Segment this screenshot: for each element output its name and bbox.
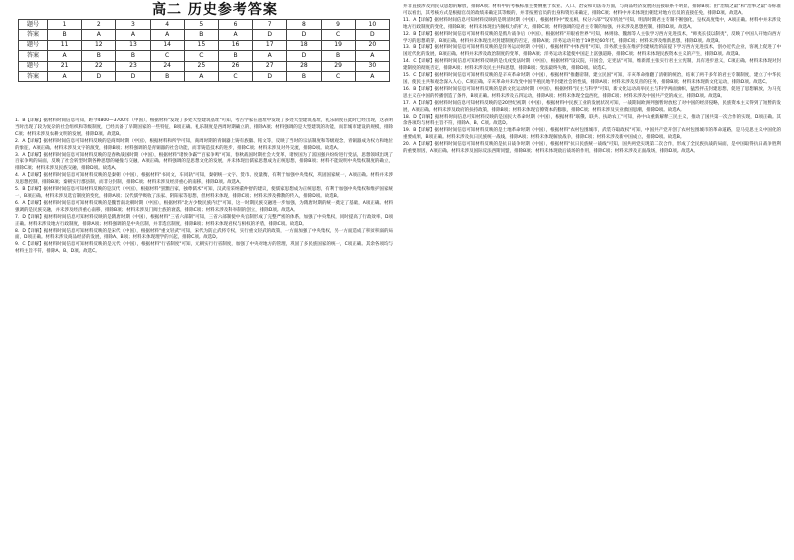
row-label-question: 题号 — [19, 61, 48, 71]
explanations-left-column — [15, 118, 393, 556]
explanation-paragraph: 7．D【详解】据材料时间信息可知材料反映的是隋唐时期（中国），根据材料"三省六部制"可知，三省六部制使中央官制形成了完整严密的体系，加强了中央集权，同时提高了行政效率，D项正确。材料未涉及地方行政制度，排除A项；材料强调的是中央官制，并非选官制度，排除B项；材料未体现君权与相权的矛盾，排除C项。故选D。 — [15, 214, 393, 227]
question-number-cell: 2 — [82, 20, 116, 30]
question-number-cell: 28 — [287, 61, 321, 71]
explanation-paragraph: 并非直接涉及到民众思想的解放，排除A项；材料中的考核标准主要侧重于农业、人口、治安和司法等方面，与商品经济发展的直接联系不明显，排除B项；由"治绩之最"和"治事之最"等标准可以看出，其考核方式是根据官员的政绩来确定其等级的，并非按照官员的出身和资历来确定，排除C项；材料中并未体现出朝廷对地方官员的直接任免，排除D项。故选A。 — [403, 4, 781, 16]
answer-cell: B — [48, 30, 82, 40]
question-number-cell: 30 — [355, 61, 389, 71]
explanation-paragraph: 9．C【详解】据材料时间信息可知材料反映的是元代（中国），根据材料"行省制度"可知，元朝实行行省制度，加强了中央对地方的管理，巩固了多民族国家的统一，C项正确。其余各项均与材料主旨不符，排除A、B、D项。故选C。 — [15, 242, 393, 255]
answer-cell: D — [355, 30, 389, 40]
answer-table-answer-row — [19, 71, 390, 81]
answer-cell: A — [218, 30, 252, 40]
answer-cell: D — [253, 30, 287, 40]
answer-table-answer-row — [19, 30, 390, 40]
row-label-question: 题号 — [19, 40, 48, 50]
answer-cell: D — [253, 71, 287, 81]
question-number-cell: 21 — [48, 61, 82, 71]
question-number-cell: 14 — [150, 40, 184, 50]
question-number-cell: 27 — [253, 61, 287, 71]
explanation-paragraph: 12．B【详解】据材料时间信息可知材料反映的是鸦片战争后（中国），根据材料"开眼看世界"可知，林则徐、魏源等人主张学习西方先进技术，"师夷长技以制夷"，反映了中国人开始向西方学习的思想萌芽，B项正确。材料并未体现出对封建制度的否定，排除A项；洋务运动开始于19世纪60年代，排除C项；材料未涉及维新思想，排除D项。故选B。 — [403, 31, 781, 44]
answer-cell: D — [287, 51, 321, 61]
explanation-paragraph: 3．A【详解】据材料时间信息可知材料反映的是春秋战国时期（中国），根据材料"诸侯争霸""百家争鸣"可知，春秋战国时期社会大变革，诸侯国为了富国强兵纷纷进行变法，思想领域出现了百家争鸣的局面，反映了社会转型时期各种思想的碰撞与交融，A项正确。材料强调的是思想文化的发展，并未体现出儒家思想成为正统思想，排除B项；材料不能说明中央集权制度的确立，排除C项；材料未涉及民族交融，排除D项。故选A。 — [15, 152, 393, 172]
answer-cell: B — [150, 71, 184, 81]
row-label-question: 题号 — [19, 20, 48, 30]
row-label-answer: 答案 — [19, 30, 48, 40]
answer-cell: C — [184, 51, 218, 61]
question-number-cell: 9 — [321, 20, 355, 30]
answer-table-answer-row — [19, 51, 390, 61]
answer-cell: C — [321, 71, 355, 81]
answer-cell: A — [355, 51, 389, 61]
explanation-paragraph: 17．A【详解】据材料时间信息可知材料反映的是20世纪初期（中国），根据材料中民族工业的发展状况可知，一战期间欧洲列强暂时放松了对中国的经济侵略，民族资本主义得到了短暂的发展，A项正确。材料未涉及政府的扶持政策，排除B项；材料未体现官僚资本的膨胀，排除C项；材料未涉及实业救国思潮，排除D项。故选A。 — [403, 100, 781, 113]
explanation-paragraph: 16．B【详解】据材料时间信息可知材料反映的是新文化运动时期（中国），根据材料"民主与科学"可知，新文化运动高举民主与科学两面旗帜，猛烈抨击封建思想，促进了思想解放，为马克思主义在中国的传播创造了条件，B项正确。材料未涉及五四运动，排除A项；材料未体现全盘西化，排除C项；材料未涉及中国共产党的成立，排除D项。故选B。 — [403, 86, 781, 99]
question-number-cell: 18 — [287, 40, 321, 50]
question-number-cell: 15 — [184, 40, 218, 50]
answer-cell: B — [184, 30, 218, 40]
question-number-cell: 25 — [184, 61, 218, 71]
answer-cell: A — [150, 30, 184, 40]
question-number-cell: 29 — [321, 61, 355, 71]
answer-table-question-row — [19, 20, 390, 30]
question-number-cell: 7 — [253, 20, 287, 30]
question-number-cell: 22 — [82, 61, 116, 71]
explanation-paragraph: 13．B【详解】据材料时间信息可知材料反映的是洋务运动时期（中国），根据材料"中体西用"可知，洋务派主张在维护封建统治的前提下学习西方先进技术，创办近代企业，客观上促进了中国近代化的发展，B项正确。材料并未涉及政治制度的变革，排除A项；洋务运动未能使中国走上富强道路，排除C项；材料未体现民族资本主义的产生，排除D项。故选B。 — [403, 45, 781, 58]
question-number-cell: 19 — [321, 40, 355, 50]
answer-cell: A — [116, 30, 150, 40]
question-number-cell: 20 — [355, 40, 389, 50]
question-number-cell: 16 — [218, 40, 252, 50]
question-number-cell: 24 — [150, 61, 184, 71]
answer-cell: A — [253, 51, 287, 61]
row-label-answer: 答案 — [19, 71, 48, 81]
question-number-cell: 8 — [287, 20, 321, 30]
answer-cell: A — [184, 71, 218, 81]
explanation-paragraph: 4．A【详解】据材料时间信息可知材料反映的是秦朝（中国），根据材料"书同文，车同轨"可知，秦朝统一文字、货币、度量衡，有利于加强中央集权，巩固国家统一，A项正确。材料并未涉及思想控制，排除B项；秦朝实行郡县制，而非分封制，排除C项；材料未涉及经济重心的南移，排除D项。故选A。 — [15, 173, 393, 186]
answer-cell: C — [321, 30, 355, 40]
explanation-paragraph: 5．B【详解】据材料时间信息可知材料反映的是汉代（中国），根据材料"罢黜百家，独尊儒术"可知，汉武帝采纳董仲舒的建议，使儒家思想成为正统思想，有利于加强中央集权和维护国家统一，B项正确。材料未涉及选官制度的变化，排除A项；汉代儒学吸收了法家、阴阳家等思想，但材料未体现，排除C项；材料未涉及佛教的传入，排除D项。故选B。 — [15, 187, 393, 199]
row-label-answer: 答案 — [19, 51, 48, 61]
answer-cell: A — [355, 71, 389, 81]
question-number-cell: 12 — [82, 40, 116, 50]
explanation-paragraph: 8．D【详解】据材料时间信息可知材料反映的是宋代（中国），根据材料"重文轻武"可知，宋代为防止武将专权，实行重文轻武的政策，一方面加强了中央集权，另一方面造成了积贫积弱的局面，D项正确。材料未涉及商品经济的发展，排除A、B项；材料未体现理学的兴起，排除C项。故选D。 — [15, 228, 393, 241]
answer-cell: B — [321, 51, 355, 61]
explanation-paragraph: 2．A【详解】据材料时间信息可知材料反映的是商周时期（中国），根据材料和所学可知，商周时期的青铜器上铸有族徽、铭文等，反映了当时的宗法制度和等级观念，青铜器成为权力和地位的象征，A项正确。材料未涉及文字的演变，排除B项；材料强调的是青铜器的社会功能，而非铸造技术的进步，排除C项；材料未涉及对外交流，排除D项。故选A。 — [15, 138, 393, 151]
question-number-cell: 11 — [48, 40, 82, 50]
explanation-paragraph: 11．A【详解】据材料时间信息可知材料反映的是明清时期（中国），根据材料中"废丞相，权分六部""设军机处"可知，明清时期君主专制不断强化，皇权高度集中，A项正确。材料中并未涉及地方行政制度的变化，排除B项；材料未体现出内阁权力的扩大，排除C项；材料强调的是君主专制的加强，并未涉及思想控制，排除D项。故选A。 — [403, 17, 781, 30]
answer-table-question-row — [19, 40, 390, 50]
answer-cell: A — [82, 30, 116, 40]
explanation-paragraph: 18．D【详解】据材料时间信息可知材料反映的是国民大革命时期（中国），根据材料"联俄、联共、扶助农工"可知，孙中山重新解释三民主义，推动了国共第一次合作的实现，D项正确。其余各项均与材料主旨不符，排除A、B、C项。故选D。 — [403, 114, 781, 127]
answer-cell: B — [82, 51, 116, 61]
question-number-cell: 5 — [184, 20, 218, 30]
question-number-cell: 1 — [48, 20, 82, 30]
answer-cell: C — [218, 71, 252, 81]
question-number-cell: 13 — [116, 40, 150, 50]
explanation-paragraph: 6．A【详解】据材料时间信息可知材料反映的是魏晋南北朝时期（中国），根据材料"北方少数民族内迁"可知，这一时期民族交融进一步加强，为隋唐时期的统一奠定了基础，A项正确。材料强调的是民族交融，并未涉及经济重心南移，排除B项；材料未涉及门阀士族的衰落，排除C项；材料未涉及科举制的创立，排除D项。故选A。 — [15, 200, 393, 213]
answer-cell: B — [218, 51, 252, 61]
explanations-right-column — [403, 4, 781, 556]
answer-cell: D — [116, 71, 150, 81]
question-number-cell: 10 — [355, 20, 389, 30]
explanation-paragraph: 1．B【详解】据材料时间信息可知，距今4800—3700年（中国），根据材料"发现了多处大型建筑基址"可知，考古学家在遗址中发现了多处大型建筑基址，礼乐制度在此时已经出现，这表明当时出现了较为复杂的社会组织和等级制度，已经具备了早期国家的一些特征，B项正确。礼乐制度是西周时期确立的，排除A项；材料强调的是大型建筑的功能，而非城市建设的规模，排除C项；材料未涉及农耕文明的发展，排除D项。故选B。 — [15, 118, 393, 137]
question-number-cell: 4 — [150, 20, 184, 30]
answer-cell: B — [287, 71, 321, 81]
answer-cell: D — [82, 71, 116, 81]
explanation-paragraph: 14．C【详解】据材料时间信息可知材料反映的是戊戌变法时期（中国），根据材料"设议院，开国会，定宪法"可知，维新派主张实行君主立宪制，具有进步意义，C项正确。材料未体现对封建制度的彻底否定，排除A项；材料未涉及民主共和思想，排除B项；变法最终失败，排除D项。故选C。 — [403, 59, 781, 72]
explanation-paragraph: 19．B【详解】据材料时间信息可知材料反映的是土地革命时期（中国），根据材料"农村包围城市，武装夺取政权"可知，中国共产党开创了农村包围城市的革命道路，是马克思主义中国化的重要成果，B项正确。材料未涉及抗日民族统一战线，排除A项；材料未体现解放战争，排除C项；材料未涉及新中国成立，排除D项。故选B。 — [403, 128, 781, 141]
answer-cell: A — [48, 51, 82, 61]
answer-table-question-row — [19, 61, 390, 71]
explanation-paragraph: 15．C【详解】据材料时间信息可知材料反映的是辛亥革命时期（中国），根据材料"推翻帝制，建立民国"可知，辛亥革命推翻了清朝的统治，结束了两千多年的君主专制制度，建立了中华民国，使民主共和观念深入人心，C项正确。辛亥革命并未改变中国半殖民地半封建社会的性质，排除A项；材料未涉及反帝的任务，排除B项；材料未体现新文化运动，排除D项。故选C。 — [403, 73, 781, 85]
page-title: 高二 历史参考答案 — [152, 2, 278, 18]
answer-cell: A — [48, 71, 82, 81]
question-number-cell: 17 — [253, 40, 287, 50]
answer-cell: D — [287, 30, 321, 40]
question-number-cell: 3 — [116, 20, 150, 30]
question-number-cell: 23 — [116, 61, 150, 71]
answer-cell: B — [116, 51, 150, 61]
question-number-cell: 6 — [218, 20, 252, 30]
answer-cell: C — [150, 51, 184, 61]
answer-table — [18, 19, 390, 82]
question-number-cell: 26 — [218, 61, 252, 71]
explanation-paragraph: 20．A【详解】据材料时间信息可知材料反映的是抗日战争时期（中国），根据材料"抗日民族统一战线"可知，国共两党实现第二次合作，形成了全民族抗战的局面，是中国取得抗日战争胜利的重要原因，A项正确。材料未涉及国际反法西斯同盟，排除B项；材料未体现敌后战场的作用，排除C项；材料未涉及正面战场，排除D项。故选A。 — [403, 142, 781, 155]
